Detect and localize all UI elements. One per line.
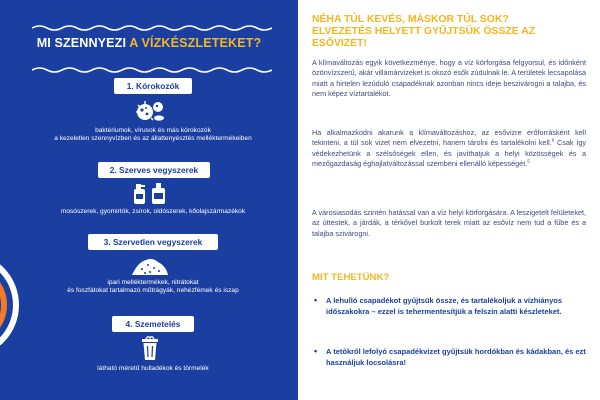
bullet-marker: •: [314, 346, 318, 356]
bullet-item-roof-water: A tetőkről lefolyó csapadékvizet gyűjtsük hordókban és kádakban, és ezt használjuk locsolásra!: [326, 347, 586, 367]
section-heading-pathogens: 1. Kórokozók: [114, 78, 192, 94]
left-title: MI SZENNYEZI A VÍZKÉSZLETEKET?: [36, 36, 262, 50]
section-text-organic-chemicals: mosószerek, gyomirtók, zsírok, oldószerek, kőolajszármazékok: [60, 208, 246, 215]
paragraph-urbanization: A városiasodás szintén hatással van a víz helyi körforgására. A leszigetelt felületeket, az úttestek, a járdák, a térkővel burkolt terek miatt az esővíz nem tud a fűbe és a talajba szivárogni.: [312, 208, 586, 238]
footnote-ref-5: 5: [527, 158, 530, 164]
right-panel: [298, 0, 600, 400]
bacteria-icon: [131, 98, 167, 124]
paragraph-climate-change: A klímaváltozás egyik következménye, hogy a víz körforgása felgyorsul, és időnként özönvízszerű, akár villámárvizeket is okozó esők zúdulnak le. A területek lecsapolása miatt a hirtelen lezúduló csapadéknak azonban nincs ideje beszivárogni a talajba, és nem képez víztartalékot.: [312, 58, 586, 99]
wave-decoration-bottom: [32, 66, 272, 74]
section-heading-organic-chemicals: 2. Szerves vegyszerek: [98, 162, 210, 178]
section-text-pathogens: baktériumok, vírusok és más kórokozók a kezeletlen szennyvízben és az állattenyésztés melléktermékeiben: [54, 127, 252, 143]
bullet-item-collect-rain: A lehulló csapadékot gyűjtsük össze, és tartalékoljuk a vízhiányos időszakokra – ezzel is tehermentesítjük a felszín alatti készleteket.: [326, 296, 563, 316]
footnote-ref-6: 6: [551, 138, 555, 143]
concentric-rings-decoration: [0, 250, 38, 360]
section-heading-littering: 4. Szemetelés: [112, 316, 194, 332]
mineral-pile-icon: [130, 254, 170, 276]
right-heading: NÉHA TÚL KEVÉS, MÁSKOR TÚL SOK? ELVEZETÉS HELYETT GYŰJTSÜK ÖSSZE AZ ESŐVIZET!: [312, 14, 536, 50]
bullet-marker: •: [314, 295, 318, 305]
paragraph-adaptation: Ha alkalmazkodni akarunk a klímaváltozáshoz, az esővizre erőforrásként kell tekinteni, a túl sok vizet nem elvezetni, hanem tárolni és tartalékolni kell.$^6$ Csak így védekezhetünk a szélsőségek ellen, és javíthatjuk a helyi közösségek és a mezőgazdaság éghajlatváltozással szembeni ellenálló képességét.$^5$: [312, 128, 587, 169]
what-can-we-do-heading: MIT TEHETÜNK?: [312, 272, 390, 283]
trash-bin-icon: [140, 335, 160, 361]
section-text-inorganic-chemicals: ipari melléktermékek, nitrátokat és foszfátokat tartalmazó műtrágyák, nehézfémek és iszap: [67, 279, 239, 295]
wave-decoration-top: [32, 24, 272, 32]
left-panel: [0, 0, 298, 400]
section-text-littering: látható méretű hulladékok és törmelék: [97, 365, 209, 372]
chemical-bottles-icon: [131, 181, 169, 205]
section-heading-inorganic-chemicals: 3. Szervetlen vegyszerek: [88, 234, 218, 250]
